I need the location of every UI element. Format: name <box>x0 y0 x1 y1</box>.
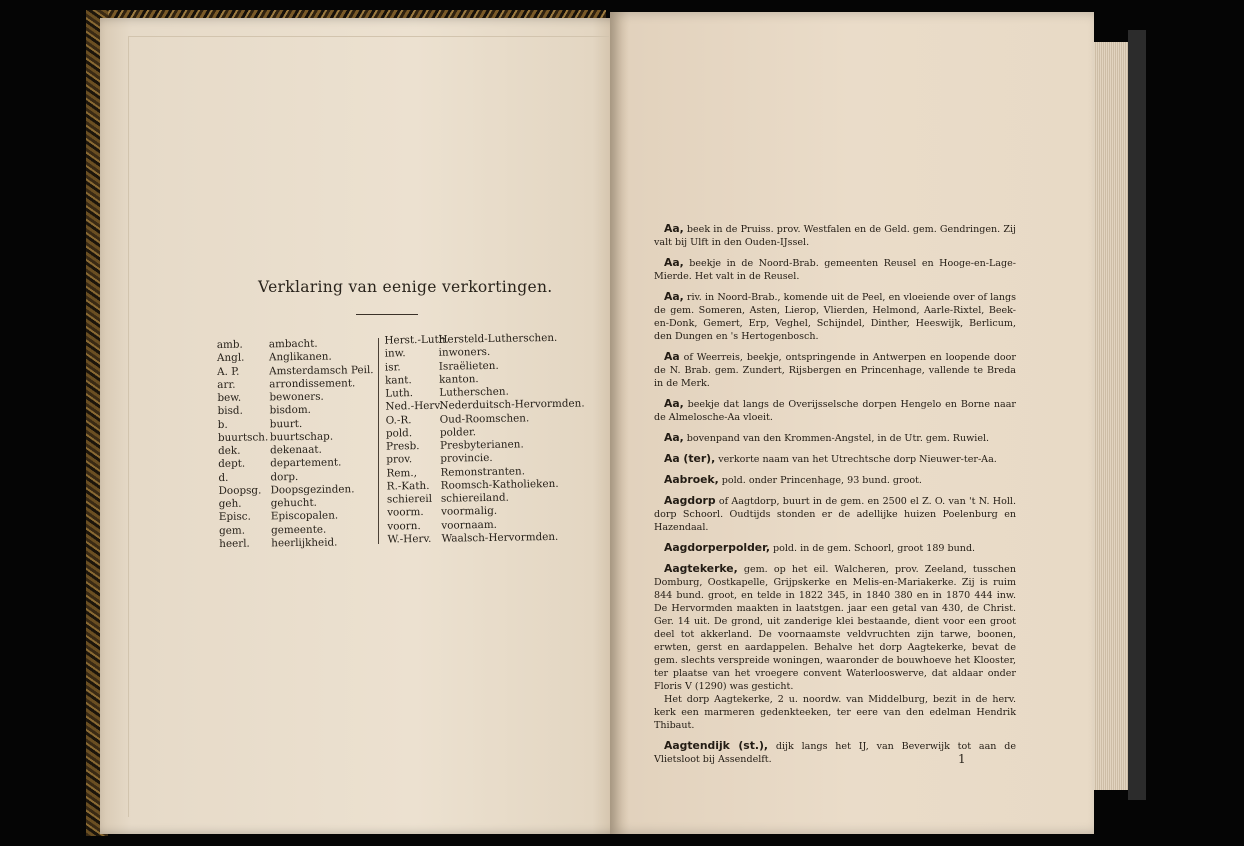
abbreviation-row <box>219 536 376 551</box>
abbreviation: inw. <box>384 347 406 360</box>
entry-headword: Aa, <box>664 431 684 444</box>
abbreviation-meaning: dorp. <box>270 470 299 483</box>
dictionary-entry <box>654 431 1016 445</box>
abbreviation: schiereil <box>386 492 433 506</box>
abbreviation-meaning: voormalig. <box>441 505 498 518</box>
entry-text: dijk langs het IJ, van Beverwijk tot aan de Vlietsloot bij Assendelft. <box>654 741 1016 765</box>
abbreviation: amb. <box>216 338 243 351</box>
abbreviation-meaning: Episcopalen. <box>270 509 339 523</box>
entry-headword: Aa, <box>664 397 684 410</box>
abbreviation: Angl. <box>216 351 245 365</box>
abbreviation-row <box>218 483 375 498</box>
abbreviation: gem. <box>218 524 246 537</box>
abbreviation: Ned.-Herv. <box>385 399 443 413</box>
abbreviation-meaning: buurtschap. <box>269 430 334 444</box>
entry-paragraph <box>654 290 1016 343</box>
abbreviation: arr. <box>217 378 236 391</box>
abbreviation: R.-Kath. <box>386 479 430 493</box>
abbreviation-meaning: buurt. <box>269 417 303 430</box>
entry-headword: Aa (ter), <box>664 452 716 465</box>
abbreviation-meaning: Lutherschen. <box>439 385 509 399</box>
page-number: 1 <box>958 752 966 766</box>
abbreviation: pold. <box>385 426 413 440</box>
entry-paragraph <box>654 350 1016 390</box>
abbreviation: prov. <box>386 453 413 466</box>
abbreviation: Episc. <box>218 510 251 524</box>
entry-headword: Aagdorp <box>664 494 716 507</box>
entry-text: beek in de Pruiss. prov. Westfalen en de Geld. gem. Gendringen. Zij valt bij Ulft in den Ouden-IJssel. <box>654 224 1016 248</box>
entry-paragraph <box>654 222 1016 249</box>
dictionary-entry <box>654 256 1016 283</box>
abbreviation: bew. <box>217 391 242 404</box>
abbreviation: Presb. <box>386 440 420 453</box>
entry-headword: Aa, <box>664 290 684 303</box>
entry-text: riv. in Noord-Brab., komende uit de Peel, en vloeiende over of langs de gem. Someren, Asten, Lierop, Vlierden, Helmond, Aarle-Rixtel, Beek-en-Donk, Gemert, Erp, Veghel, Schijndel, Dinther, Heeswijk, Berlicum, den Dungen en 's Hertogenbosch. <box>654 292 1016 342</box>
entry-paragraph <box>654 397 1016 424</box>
abbreviation-meaning: Presbyterianen. <box>440 438 524 452</box>
abbreviation: geh. <box>218 497 242 510</box>
entry-paragraph <box>654 452 1016 466</box>
title-rule <box>356 314 418 315</box>
abbreviation: W.-Herv. <box>387 532 432 546</box>
abbreviation-meaning: bisdom. <box>269 404 312 417</box>
entry-paragraph <box>654 256 1016 283</box>
abbreviation-meaning: arrondissement. <box>269 377 356 391</box>
abbreviation: b. <box>217 418 228 431</box>
abbreviation-meaning: gehucht. <box>270 496 317 510</box>
dictionary-entry <box>654 222 1016 249</box>
abbreviation-meaning: gemeente. <box>270 523 327 536</box>
column-divider <box>378 338 379 544</box>
entry-paragraph <box>654 541 1016 555</box>
abbreviation-meaning: schiereiland. <box>440 491 509 505</box>
entry-text: verkorte naam van het Utrechtsche dorp Nieuwer-ter-Aa. <box>718 454 997 465</box>
entry-paragraph <box>654 494 1016 534</box>
abbreviation: A. P. <box>217 365 240 378</box>
abbreviation-meaning: departement. <box>270 456 342 470</box>
abbreviation-meaning: Doopsgezinden. <box>270 483 355 497</box>
entry-headword: Aa <box>664 350 680 363</box>
entry-headword: Aabroek, <box>664 473 719 486</box>
book-back-board <box>1128 30 1146 800</box>
entry-paragraph <box>654 473 1016 487</box>
abbreviation-meaning: Nederduitsch-Hervormden. <box>439 397 585 412</box>
entry-paragraph <box>654 431 1016 445</box>
entry-headword: Aagtendijk (st.), <box>664 739 769 752</box>
dictionary-entry <box>654 397 1016 424</box>
entry-headword: Aagtekerke, <box>664 562 738 575</box>
abbreviation-meaning: Amsterdamsch Peil. <box>269 363 374 377</box>
dictionary-entry <box>654 350 1016 390</box>
entry-text: bovenpand van den Krommen-Angstel, in de Utr. gem. Ruwiel. <box>686 433 990 444</box>
page-title: Verklaring van eenige verkortingen. <box>258 278 553 296</box>
dictionary-entry <box>654 494 1016 534</box>
abbreviation: voorm. <box>387 506 424 519</box>
abbreviation: Luth. <box>385 387 414 400</box>
dictionary-entry <box>654 473 1016 487</box>
abbreviation-column-2 <box>384 331 586 546</box>
entry-text: of Weerreis, beekje, ontspringende in Antwerpen en loopende door de N. Brab. gem. Zundert, Rijsbergen en Princenhage, vallende te Breda in de Merk. <box>654 352 1016 389</box>
abbreviation: dept. <box>218 457 246 471</box>
entry-text: pold. in de gem. Schoorl, groot 189 bund. <box>773 543 976 554</box>
abbreviation: Rem., <box>386 466 418 480</box>
dictionary-entry <box>654 290 1016 343</box>
abbreviation: buurtsch. <box>217 431 269 444</box>
abbreviation-meaning: provincie. <box>440 452 493 465</box>
abbreviation-meaning: bewoners. <box>269 390 324 404</box>
abbreviation: kant. <box>384 373 412 387</box>
abbreviation-meaning: heerlijkheid. <box>271 536 338 550</box>
dictionary-entries <box>654 222 1016 773</box>
abbreviation-column-1 <box>217 337 376 551</box>
abbreviation: voorn. <box>387 519 421 533</box>
abbreviation-meaning: Remonstranten. <box>440 464 526 479</box>
abbreviation: bisd. <box>217 404 243 418</box>
abbreviation-meaning: inwoners. <box>438 346 491 359</box>
entry-text: gem. op het eil. Walcheren, prov. Zeeland, tusschen Domburg, Oostkapelle, Grijpskerke en Melis-en-Mariakerke. Zij is ruim 844 bund. groot, en telde in 1822 345, in 1840 380 en in 1870 444 inw. De Hervormden maakten in laatstgen. jaar een getal van 430, de Christ. Ger. 14 uit. De grond, uit zanderige klei bestaande, dient voor een groot deel tot akkerland. De voornaamste veldvruchten zijn tarwe, boonen, erwten, gerst en aardappelen. Behalve het dorp Aagtekerke, bevat de gem. slechts verspreide woningen, waaronder de bouwhoeve het Klooster, ter plaatse van het vroegere convent Waterlooswerve, dat aldaar onder Floris V (1290) was gesticht. <box>654 564 1016 692</box>
abbreviation-meaning: ambacht. <box>268 337 318 351</box>
entry-text: pold. onder Princenhage, 93 bund. groot. <box>721 475 922 486</box>
entry-headword: Aa, <box>664 256 684 269</box>
abbreviation-meaning: Israëlieten. <box>438 359 499 373</box>
abbreviation-meaning: Waalsch-Hervormden. <box>441 530 559 545</box>
abbreviation: dek. <box>218 444 241 457</box>
abbreviation-meaning: Anglikanen. <box>268 350 332 364</box>
dictionary-entry <box>654 452 1016 466</box>
entry-paragraph <box>654 562 1016 693</box>
abbreviation-meaning: dekenaat. <box>270 443 322 457</box>
entry-headword: Aagdorperpolder, <box>664 541 770 554</box>
entry-text: beekje in de Noord-Brab. gemeenten Reusel en Hooge-en-Lage-Mierde. Het valt in de Reusel. <box>654 258 1016 282</box>
abbreviation-meaning: Hersteld-Lutherschen. <box>438 331 558 346</box>
abbreviation-meaning: Oud-Roomschen. <box>439 411 530 426</box>
dictionary-entry <box>654 541 1016 555</box>
abbreviation-meaning: Roomsch-Katholieken. <box>440 477 559 492</box>
abbreviation: d. <box>218 471 229 484</box>
abbreviation-row <box>217 377 374 392</box>
abbreviation-meaning: polder. <box>439 425 477 439</box>
entry-continuation: Het dorp Aagtekerke, 2 u. noordw. van Middelburg, bezit in de herv. kerk een marmeren gedenkteeken, ter eere van den edelman Hendrik Thibaut. <box>654 694 1016 731</box>
abbreviation-meaning: kanton. <box>438 372 479 386</box>
abbreviation: heerl. <box>219 537 250 550</box>
abbreviation: isr. <box>384 360 401 374</box>
abbreviation: Doopsg. <box>218 484 262 497</box>
entry-text: beekje dat langs de Overijsselsche dorpen Hengelo en Borne naar de Almelosche-Aa vloeit. <box>654 399 1016 423</box>
entry-text: of Aagtdorp, buurt in de gem. en 2500 el Z. O. van 't N. Holl. dorp Schoorl. Oudtijds stonden er de adellijke huizen Poelenburg en Hazendaal. <box>654 496 1016 533</box>
abbreviation: Herst.-Luth. <box>384 333 449 347</box>
dictionary-entry <box>654 562 1016 732</box>
abbreviation-meaning: voornaam. <box>441 518 498 532</box>
entry-headword: Aa, <box>664 222 684 235</box>
abbreviation: O.-R. <box>385 413 412 427</box>
